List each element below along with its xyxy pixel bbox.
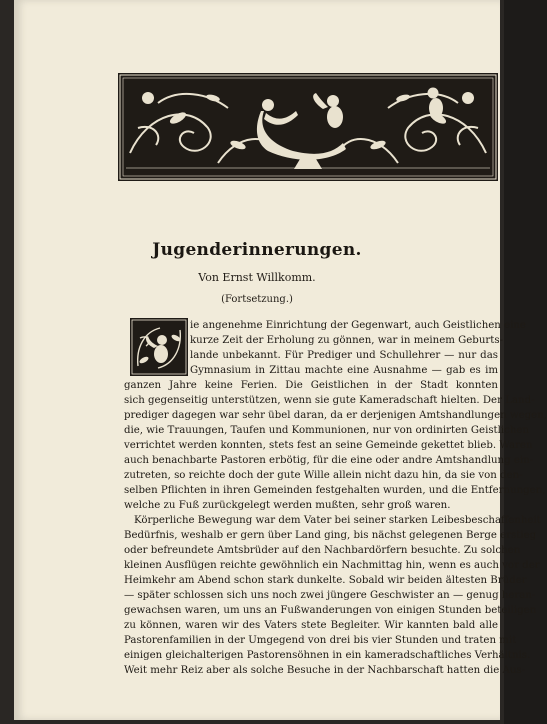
text-line: sich gegenseitig unterstützen, wenn sie gute Kameradschaft hielten. Der Land- (124, 395, 535, 406)
text-line: — später schlossen sich uns noch zwei jüngere Geschwister an — genug heran- (124, 590, 536, 601)
continuation-note: (Fortsetzung.) (221, 294, 293, 305)
text-line: Heimkehr am Abend schon stark dunkelte. Sobald wir beiden ältesten Brüder (124, 575, 527, 586)
ornamental-headpiece-icon (118, 73, 498, 181)
text-line: ganzen Jahre keine Ferien. Die Geistlichen in der Stadt konnten (124, 380, 498, 391)
text-line: kurze Zeit der Erholung zu gönnen, war in meinem Geburts- (190, 335, 504, 346)
book-page (14, 0, 547, 720)
text-line: ie angenehme Einrichtung der Gegenwart, auch Geistlichen eine (190, 320, 526, 331)
text-line: lande unbekannt. Für Prediger und Schullehrer — nur das (190, 350, 498, 361)
text-line: oder befreundete Amtsbrüder auf den Nachbardörfern besuchte. Zu solchen (124, 545, 521, 556)
text-line: welche zu Fuß zurückgelegt werden mußten, sehr groß waren. (124, 500, 451, 511)
text-line: zu können, waren wir des Vaters stete Begleiter. Wir kannten bald alle (124, 620, 498, 631)
text-line: Weit mehr Reiz aber als solche Besuche in der Nachbarschaft hatten die Aus- (124, 665, 526, 676)
text-line: Gymnasium in Zittau machte eine Ausnahme — gab es im (190, 365, 498, 376)
text-line: verrichtet werden konnten, stets fest an seine Gemeinde gekettet blieb. Waren (124, 440, 533, 451)
text-line: auch benachbarte Pastoren erbötig, für die eine oder andre Amtshandlung ein- (124, 455, 534, 466)
text-line: Pastorenfamilien in der Umgegend von drei bis vier Stunden und traten mit (124, 635, 517, 646)
text-line: einigen gleichalterigen Pastorensöhnen in ein kameradschaftliches Verhältnis. (124, 650, 531, 661)
text-line: gewachsen waren, um uns an Fußwanderungen von einigen Stunden beteiligen (124, 605, 537, 616)
text-line: Körperliche Bewegung war dem Vater bei seiner starken Leibesbeschaffenheit (134, 515, 541, 526)
historiated-initial-icon (130, 318, 188, 376)
article-title: Jugenderinnerungen. (152, 240, 362, 260)
text-line: selben Pflichten in ihren Gemeinden festgehalten wurden, und die Entfernungen, (124, 485, 546, 496)
text-line: zutreten, so reichte doch der gute Wille allein nicht dazu hin, da sie von den- (124, 470, 523, 481)
text-line: kleinen Ausflügen reichte gewöhnlich ein Nachmittag hin, wenn es auch vor der (124, 560, 540, 571)
text-line: die, wie Trauungen, Taufen und Kommunionen, nur von ordinirten Geistlichen (124, 425, 530, 436)
text-line: prediger dagegen war sehr übel daran, da er derjenigen Amtshandlungen wegen, (124, 410, 547, 421)
text-line: Bedürfnis, weshalb er gern über Land ging, bis nächst gelegenen Berge erstieg (124, 530, 537, 541)
article-byline: Von Ernst Willkomm. (198, 271, 316, 284)
